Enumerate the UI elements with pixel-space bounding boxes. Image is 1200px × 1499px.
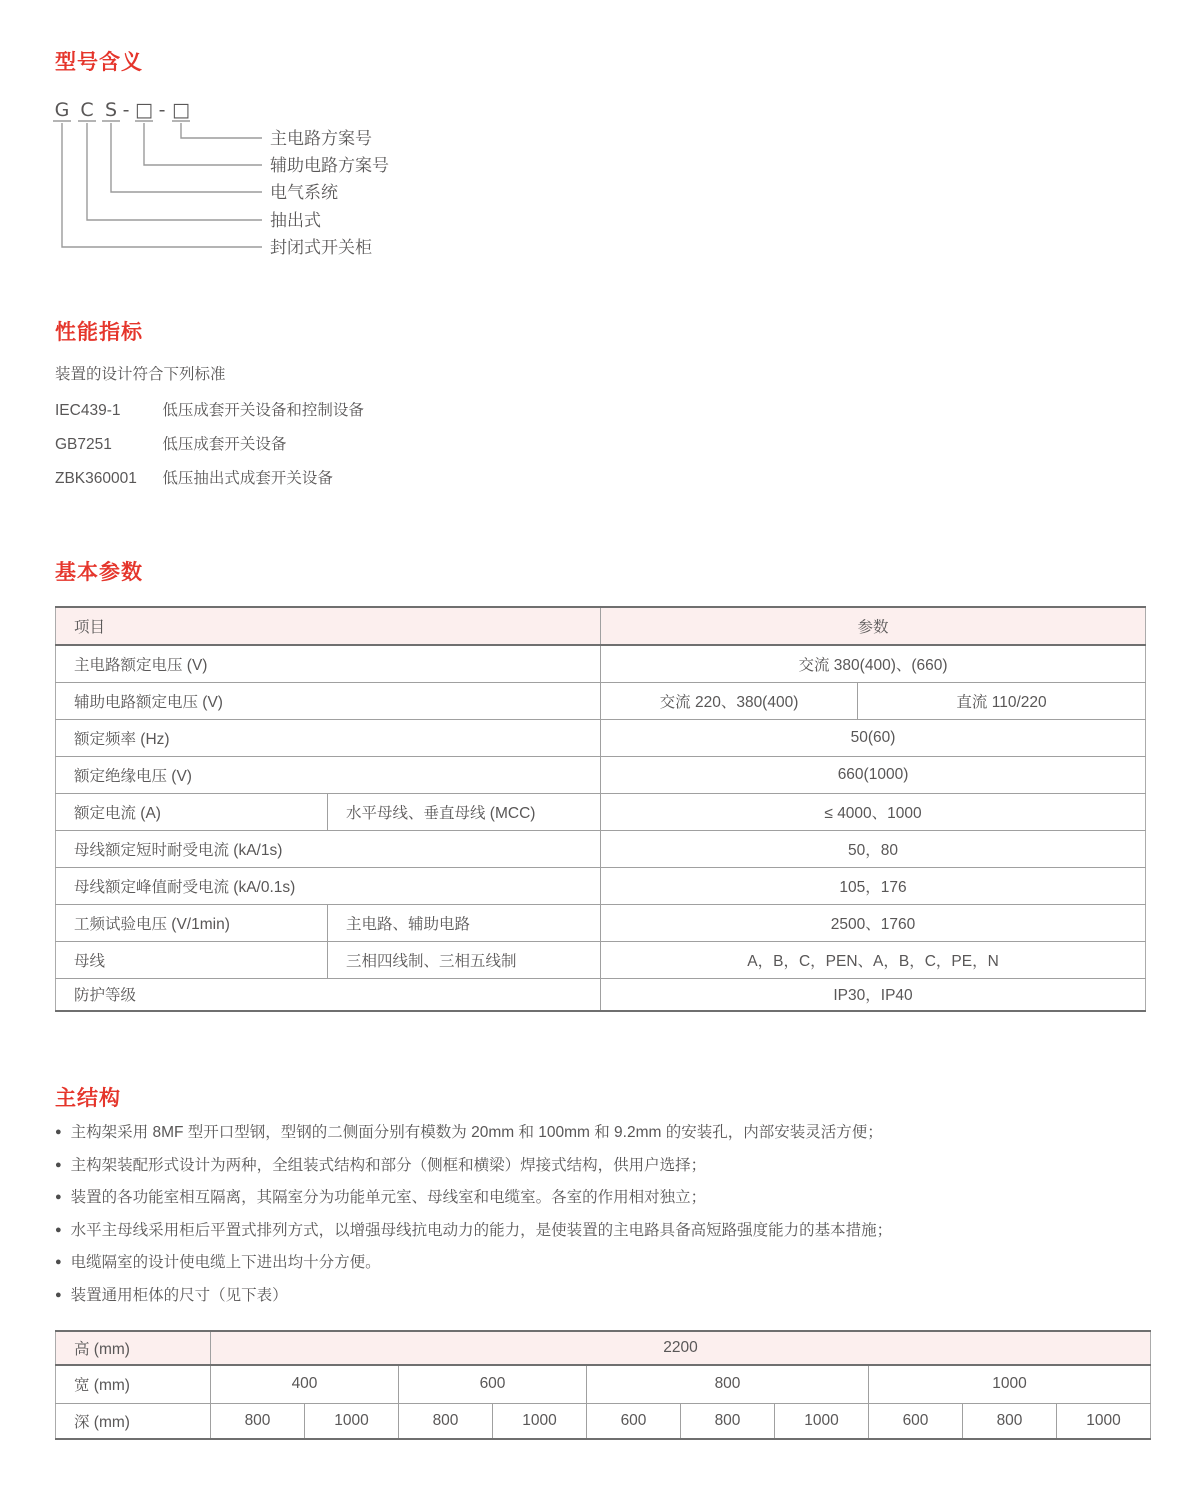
structure-bullet-list [55, 1125, 1155, 1320]
connector-lines [62, 123, 262, 247]
list-item [55, 1190, 1155, 1208]
code-box-1: □ [135, 99, 153, 121]
code-box-2: □ [172, 99, 190, 121]
row-value: ≤ 4000、1000 [601, 793, 1146, 830]
bullet-text: 装置通用柜体的尺寸（见下表） [70, 1286, 288, 1304]
depth-label: 深 (mm) [56, 1403, 211, 1439]
list-item [55, 1158, 1155, 1176]
code-char-g: G [54, 99, 70, 121]
depth-value: 1000 [1057, 1403, 1151, 1439]
bullet-icon [55, 1254, 71, 1271]
code-dash-2: - [158, 99, 166, 121]
list-item [55, 1288, 1155, 1306]
standard-desc: 低压成套开关设备和控制设备 [162, 402, 364, 419]
table-row [56, 978, 1146, 1011]
list-item [55, 1125, 1155, 1143]
bullet-text: 主构架装配形式设计为两种，全组装式结构和部分（侧框和横梁）焊接式结构，供用户选择； [70, 1156, 707, 1174]
row-value: 105，176 [601, 867, 1146, 904]
row-value: 2500、1760 [601, 904, 1146, 941]
label-aux-circuit-scheme: 辅助电路方案号 [270, 156, 389, 175]
bullet-text: 装置的各功能室相互隔离，其隔室分为功能单元室、母线室和电缆室。各室的作用相对独立； [70, 1189, 707, 1206]
row-value: 交流 380(400)、(660) [601, 645, 1146, 682]
row-value: IP30，IP40 [601, 978, 1146, 1011]
row-value: 50，80 [601, 830, 1146, 867]
table-row [56, 756, 1146, 793]
table-row [56, 719, 1146, 756]
depth-value: 1000 [493, 1403, 587, 1439]
standard-row [55, 403, 364, 419]
standard-code: ZBK360001 [55, 470, 137, 487]
code-char-s: S [104, 99, 118, 121]
standard-code: IEC439-1 [55, 402, 121, 419]
row-item: 母线额定峰值耐受电流 (kA/0.1s) [56, 867, 601, 904]
row-item: 母线 [56, 941, 328, 978]
bullet-text: 电缆隔室的设计使电缆上下进出均十分方便。 [70, 1254, 381, 1271]
table-row [56, 867, 1146, 904]
height-row [56, 1331, 1151, 1365]
basic-params-section-title: 基本参数 [55, 561, 143, 584]
diagram-labels [270, 129, 389, 257]
structure-section-title: 主结构 [55, 1087, 121, 1110]
list-item [55, 1223, 1155, 1241]
standard-desc: 低压成套开关设备 [162, 436, 287, 453]
row-item: 工频试验电压 (V/1min) [56, 904, 328, 941]
table-row [56, 682, 1146, 719]
width-value: 800 [587, 1365, 869, 1403]
bullet-icon [55, 1189, 71, 1206]
row-item: 额定电流 (A) [56, 793, 328, 830]
depth-value: 800 [211, 1403, 305, 1439]
label-enclosed-switchgear: 封闭式开关柜 [270, 238, 372, 257]
standard-row [55, 437, 364, 453]
col-header-param: 参数 [601, 607, 1146, 645]
model-designation-diagram [0, 90, 560, 270]
list-item [55, 1255, 1155, 1273]
table-row [56, 830, 1146, 867]
col-header-item: 项目 [56, 607, 601, 645]
standard-desc: 低压抽出式成套开关设备 [162, 470, 333, 487]
depth-value: 800 [681, 1403, 775, 1439]
bullet-icon [55, 1157, 71, 1174]
model-code [55, 99, 190, 121]
bullet-icon [55, 1124, 71, 1141]
width-value: 400 [211, 1365, 399, 1403]
row-value-dc: 直流 110/220 [858, 682, 1146, 719]
row-subitem: 三相四线制、三相五线制 [328, 941, 601, 978]
width-value: 1000 [869, 1365, 1151, 1403]
depth-value: 1000 [775, 1403, 869, 1439]
basic-params-table [55, 606, 1146, 1012]
standards-intro: 装置的设计符合下列标准 [55, 366, 226, 383]
row-item: 主电路额定电压 (V) [56, 645, 601, 682]
table-row [56, 793, 1146, 830]
bullet-icon [55, 1287, 71, 1304]
depth-value: 600 [869, 1403, 963, 1439]
row-item: 额定频率 (Hz) [56, 719, 601, 756]
height-label: 高 (mm) [56, 1331, 211, 1365]
depth-value: 600 [587, 1403, 681, 1439]
standard-code: GB7251 [55, 436, 112, 453]
table-row [56, 941, 1146, 978]
row-value: 50(60) [601, 719, 1146, 756]
table-row [56, 904, 1146, 941]
depth-value: 1000 [305, 1403, 399, 1439]
width-value: 600 [399, 1365, 587, 1403]
bullet-icon [55, 1222, 71, 1239]
row-value: A，B，C，PEN、A，B，C，PE，N [601, 941, 1146, 978]
label-electrical-system: 电气系统 [270, 183, 338, 202]
row-item: 母线额定短时耐受电流 (kA/1s) [56, 830, 601, 867]
label-drawout-type: 抽出式 [270, 211, 321, 230]
table-row [56, 645, 1146, 682]
depth-value: 800 [963, 1403, 1057, 1439]
standard-row [55, 471, 364, 487]
cabinet-dimensions-table [55, 1330, 1151, 1440]
row-subitem: 水平母线、垂直母线 (MCC) [328, 793, 601, 830]
row-item: 防护等级 [56, 978, 601, 1011]
performance-section-title: 性能指标 [55, 321, 143, 344]
label-main-circuit-scheme: 主电路方案号 [270, 129, 372, 148]
bullet-text: 主构架采用 8MF 型开口型钢，型钢的二侧面分别有模数为 20mm 和 100mm 和 9.2mm 的安装孔，内部安装灵活方便； [70, 1124, 883, 1141]
row-item: 额定绝缘电压 (V) [56, 756, 601, 793]
height-value: 2200 [211, 1331, 1151, 1365]
table-header-row [56, 607, 1146, 645]
row-item: 辅助电路额定电压 (V) [56, 682, 601, 719]
row-value-ac: 交流 220、380(400) [601, 682, 858, 719]
depth-value: 800 [399, 1403, 493, 1439]
row-value: 660(1000) [601, 756, 1146, 793]
width-row [56, 1365, 1151, 1403]
depth-row [56, 1403, 1151, 1439]
model-section-title: 型号含义 [55, 51, 143, 74]
performance-body [55, 362, 364, 505]
code-dash-1: - [122, 99, 130, 121]
row-subitem: 主电路、辅助电路 [328, 904, 601, 941]
code-char-c: C [80, 99, 94, 121]
bullet-text: 水平主母线采用柜后平置式排列方式，以增强母线抗电动力的能力，是使装置的主电路具备高短路强度能力的基本措施； [70, 1221, 893, 1239]
width-label: 宽 (mm) [56, 1365, 211, 1403]
